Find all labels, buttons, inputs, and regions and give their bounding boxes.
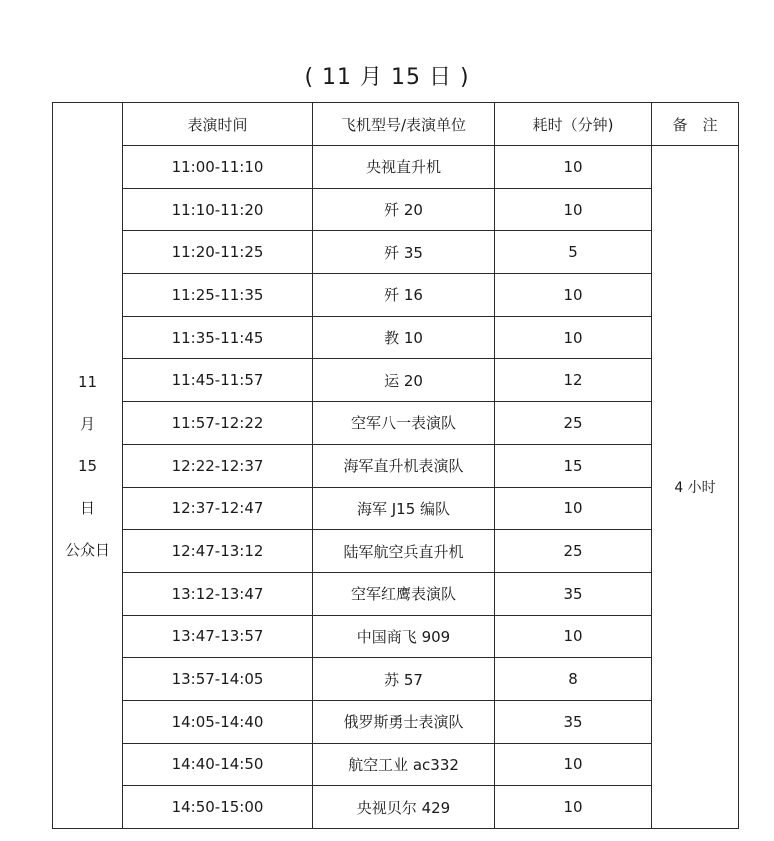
date-line: 公众日 [64, 540, 110, 559]
unit-cell: 俄罗斯勇士表演队 [313, 700, 495, 743]
duration-cell: 10 [495, 615, 652, 658]
time-cell: 14:40-14:50 [123, 743, 313, 786]
table-row [53, 316, 739, 359]
table-row [53, 658, 739, 701]
time-cell: 14:50-15:00 [123, 786, 313, 829]
unit-cell: 运 20 [313, 359, 495, 402]
unit-cell: 苏 57 [313, 658, 495, 701]
duration-cell: 35 [495, 572, 652, 615]
header-time: 表演时间 [123, 103, 313, 146]
duration-cell: 10 [495, 188, 652, 231]
unit-cell: 海军 J15 编队 [313, 487, 495, 530]
date-line: 15 [77, 456, 98, 475]
unit-cell: 空军红鹰表演队 [313, 572, 495, 615]
unit-cell: 歼 20 [313, 188, 495, 231]
unit-cell: 海军直升机表演队 [313, 444, 495, 487]
table-row [53, 146, 739, 189]
unit-cell: 教 10 [313, 316, 495, 359]
time-cell: 14:05-14:40 [123, 700, 313, 743]
time-cell: 12:37-12:47 [123, 487, 313, 530]
time-cell: 13:57-14:05 [123, 658, 313, 701]
time-cell: 11:57-12:22 [123, 402, 313, 445]
header-row [53, 103, 739, 146]
unit-cell: 歼 16 [313, 274, 495, 317]
duration-cell: 10 [495, 487, 652, 530]
time-cell: 11:00-11:10 [123, 146, 313, 189]
duration-cell: 5 [495, 231, 652, 274]
duration-cell: 10 [495, 786, 652, 829]
date-line: 月 [79, 414, 95, 433]
unit-cell: 航空工业 ac332 [313, 743, 495, 786]
duration-cell: 25 [495, 402, 652, 445]
header-unit: 飞机型号/表演单位 [313, 103, 495, 146]
unit-cell: 空军八一表演队 [313, 402, 495, 445]
table-row [53, 786, 739, 829]
table-row [53, 274, 739, 317]
unit-cell: 歼 35 [313, 231, 495, 274]
time-cell: 12:22-12:37 [123, 444, 313, 487]
table-row [53, 231, 739, 274]
date-cell [53, 103, 123, 829]
time-cell: 13:12-13:47 [123, 572, 313, 615]
time-cell: 13:47-13:57 [123, 615, 313, 658]
unit-cell: 央视直升机 [313, 146, 495, 189]
duration-cell: 12 [495, 359, 652, 402]
header-duration: 耗时（分钟) [495, 103, 652, 146]
table-row [53, 444, 739, 487]
time-cell: 11:25-11:35 [123, 274, 313, 317]
duration-cell: 10 [495, 743, 652, 786]
header-notes: 备 注 [652, 103, 739, 146]
table-row [53, 700, 739, 743]
time-cell: 12:47-13:12 [123, 530, 313, 573]
table-row [53, 743, 739, 786]
time-cell: 11:45-11:57 [123, 359, 313, 402]
unit-cell: 央视贝尔 429 [313, 786, 495, 829]
unit-cell: 中国商飞 909 [313, 615, 495, 658]
time-cell: 11:20-11:25 [123, 231, 313, 274]
duration-cell: 10 [495, 274, 652, 317]
duration-cell: 8 [495, 658, 652, 701]
table-row [53, 359, 739, 402]
duration-cell: 10 [495, 146, 652, 189]
page-title: ( 11 月 15 日 ) [304, 65, 470, 90]
table-row [53, 615, 739, 658]
table-row [53, 402, 739, 445]
unit-cell: 陆军航空兵直升机 [313, 530, 495, 573]
time-cell: 11:10-11:20 [123, 188, 313, 231]
duration-cell: 35 [495, 700, 652, 743]
table-row [53, 188, 739, 231]
table-row [53, 530, 739, 573]
duration-cell: 15 [495, 444, 652, 487]
notes-cell: 4 小时 [652, 146, 739, 829]
time-cell: 11:35-11:45 [123, 316, 313, 359]
schedule-table [52, 102, 739, 829]
duration-cell: 25 [495, 530, 652, 573]
duration-cell: 10 [495, 316, 652, 359]
date-line: 日 [79, 498, 95, 517]
table-row [53, 487, 739, 530]
table-row [53, 572, 739, 615]
date-line: 11 [77, 372, 98, 391]
